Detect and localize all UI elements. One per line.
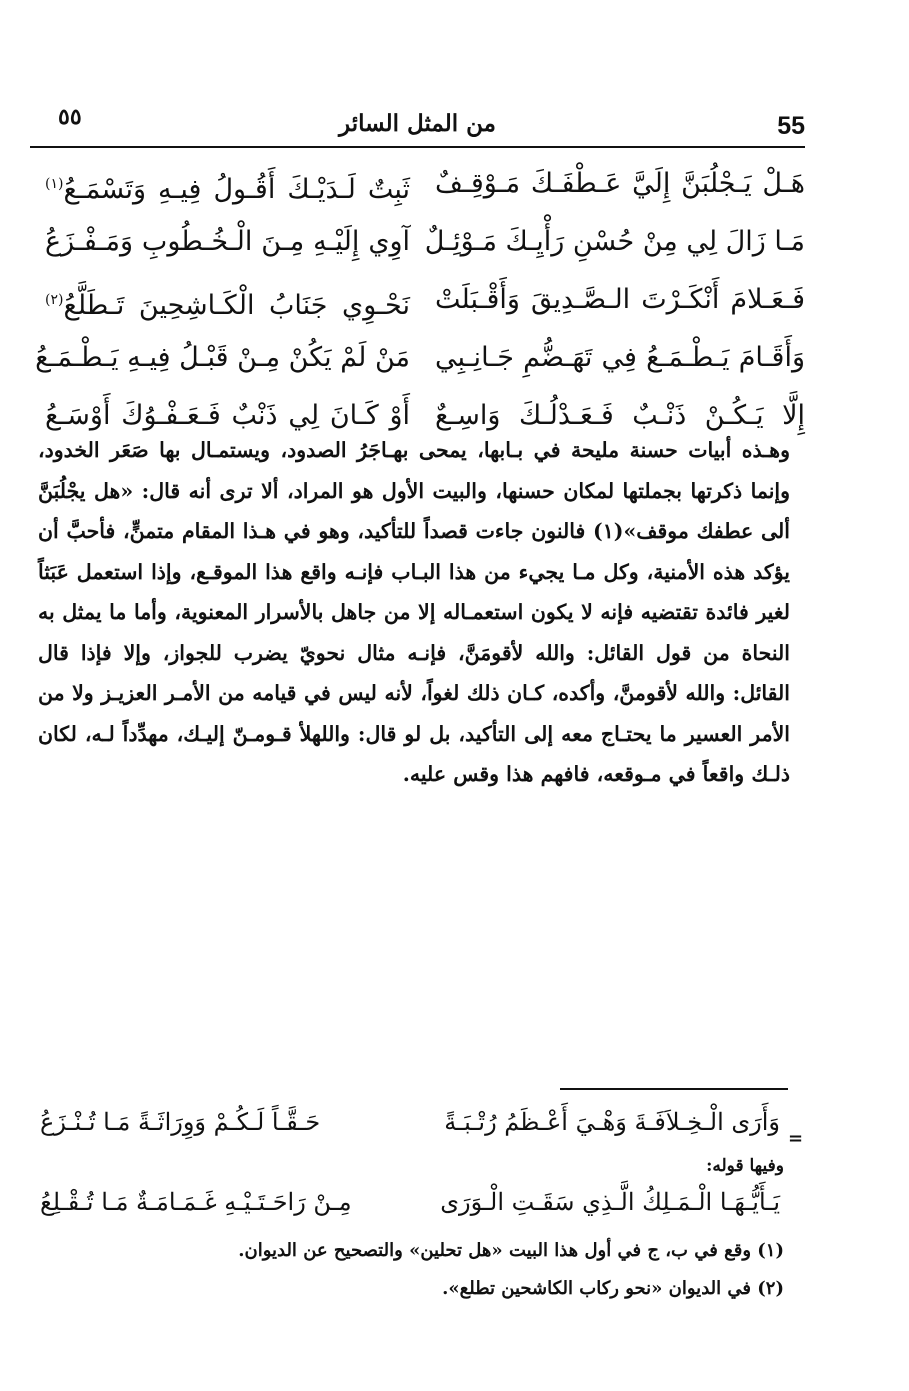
verse-second-hemistich: حَـقَّـاً لَـكُـمْ وَوِرَاثَـةً مَـا تُـنْـزَعُ [40,1108,321,1136]
header-rule [30,146,805,148]
verse-second-hemistich: نَحْـوِي جَنَابُ الْكَـاشِحِينَ تَـطَلَّعُ$^{(٢)}$ [45,290,410,321]
footnote-separator [560,1088,788,1090]
verse-first-hemistich: هَـلْ يَـجْلُبَنَّ إِلَيَّ عَـطْفَـكَ مَـوْقِـفٌ [435,168,805,199]
paragraph-text: وهـذه أبيات حسنة مليحة في بـابها، يمحى بهـاجَرُ الصدود، ويستمـال بها صَعَر الخدود، وإنما ذكرتها بجملتها لمكان حسنها، والبيت الأول هو المراد، ألا ترى أنه قال: «هل يجْلُبَنَّ ألى عطفك موقف»(١) فالنون جاءت قصداً للتأكيد، وهو في هـذا المقام متمنٍّ، فأحبَّ أن يؤكد هذه الأمنية، وكل مـا يجيء من هذا البـاب فإنـه واقع هذا الموقـع، وإذا استعمل عَبَثاً لغير فائدة تقتضيه فإنه لا يكون استعمـاله إلا من جاهل بالأسرار المعنوية، وأما ما يمثل به النحاة من قول القائل: والله لأقومَنَّ، فإنـه مثال نحويّ يضرب للجواز، وإلا فإذا قال القائل: والله لأقومنَّ، وأكده، كـان ذلك لغواً، لأنه ليس في قيامه من الأمـر العزيـز ولا من الأمر العسير ما يحتـاج معه إلى التأكيد، بل لو قال: واللهلأ قـومـنّ إليـك، مهدِّداً لـه، لكان ذلـك واقعاً في مـوقعه، فافهم هذا وقس عليه. [38,438,790,786]
verse-second-hemistich: مِـنْ رَاحَـتَـيْـهِ غَـمَـامَـةٌ مَـا تُـقْـلِعُ [40,1188,352,1216]
verse-line [35,332,805,390]
footnote-verse [40,1188,780,1228]
verse-first-hemistich: مَـا زَالَ لِي مِنْ حُسْنِ رَأْيِـكَ مَـوْئِـلٌ [424,226,805,257]
verse-second-hemistich: أَوْ كَـانَ لِي ذَنْبٌ فَـعَـفْـوُكَ أَوْسَـعُ [45,400,410,431]
footnote-verse [40,1108,780,1148]
body-paragraph [38,430,790,795]
verse-line [40,274,805,332]
verse-line [40,216,805,274]
page-number-arabic: ٥٥ [58,104,82,130]
footnote-marker: (٢) [45,292,64,308]
verse-second-hemistich: ثَبِتٌ لَـدَيْـكَ أَقُـولُ فِيـهِ وَتَسْمَـعُ$^{(١)}$ [45,174,410,205]
footnote-1: (١) وقع في ب، ج في أول هذا البيت «هل تحلين» والتصحيح عن الديوان. [238,1240,784,1261]
verse-first-hemistich: إِلَّا يَـكُـنْ ذَنْـبٌ فَـعَـدْلُـكَ وَاسِـعٌ [435,400,805,431]
verse-first-hemistich: وَأَقَـامَ يَـطْـمَـعُ فِي تَهَـضُّمِ جَـانِـبِي [435,342,805,373]
page-header [30,100,805,145]
verse-first-hemistich: فَـعَـلامَ أَنْكَـرْتَ الـصَّـدِيقَ وَأَقْـبَلَتْ [435,284,805,315]
verse-line [40,158,805,216]
running-title: من المثل السائر [339,110,496,137]
verse-first-hemistich: يَـأَيُّـهَـا الْـمَـلِكُ الَّـذِي سَقَـتِ الْـوَرَى [440,1188,780,1216]
continuation-mark: = [788,1128,804,1149]
footnote-intro: وفيها قوله: [706,1156,784,1176]
verse-first-hemistich: وَأَرَى الْـخِـلاَفَـةَ وَهْـيَ أَعْـظَمُ رُتْـبَـةً [444,1108,780,1136]
poem [35,158,805,448]
verse-second-hemistich: مَنْ لَمْ يَكُنْ مِـنْ قَبْـلُ فِيـهِ يَـطْـمَـعُ [35,342,410,373]
verse-second-hemistich: آوِي إِلَيْـهِ مِـنَ الْـخُـطُوبِ وَمَـفْـزَعُ [45,226,410,257]
page-number: 55 [777,112,805,140]
footnote-2: (٢) في الديوان «نحو ركاب الكاشحين تطلع». [442,1278,784,1299]
footnote-marker: (١) [45,176,64,192]
